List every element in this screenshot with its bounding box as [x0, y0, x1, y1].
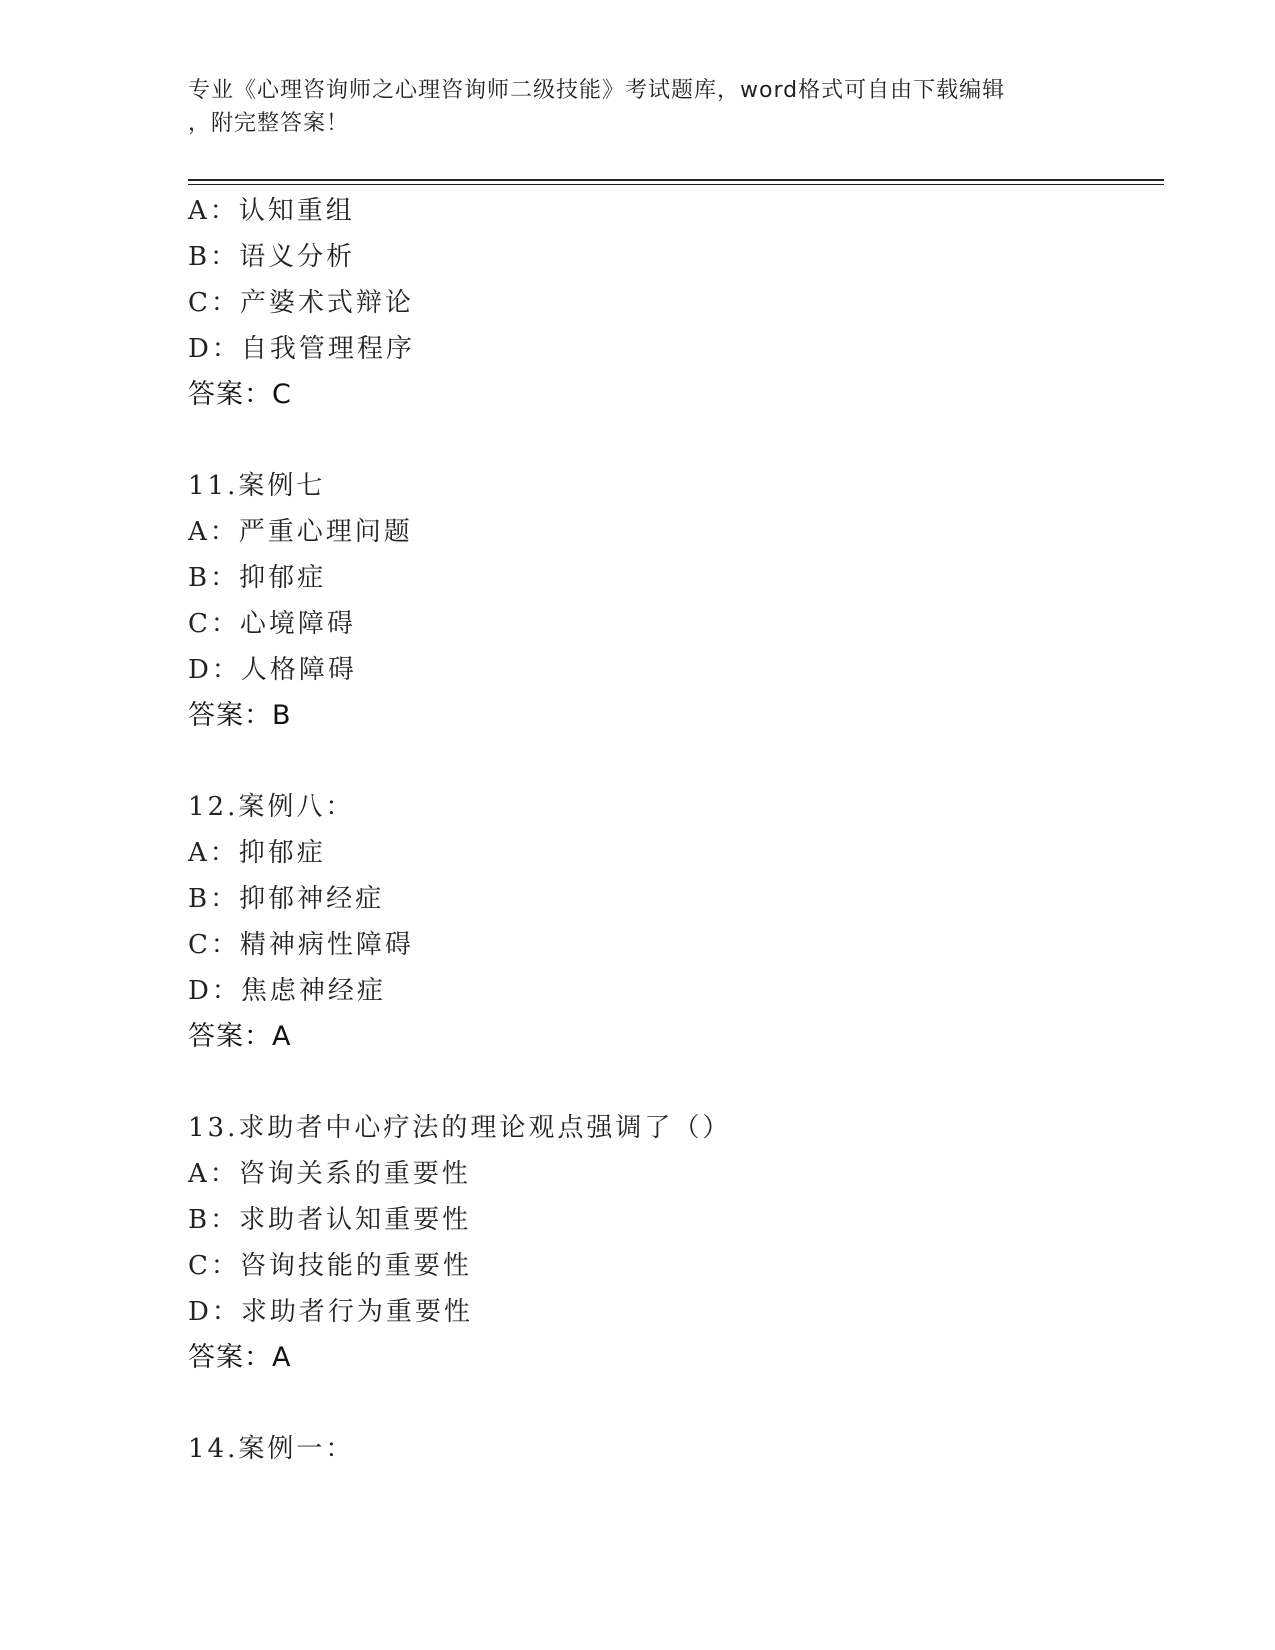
header-line-1: 专业《心理咨询师之心理咨询师二级技能》考试题库，word格式可自由下载编辑: [188, 78, 1006, 103]
answer-line: 答案：A: [188, 1342, 292, 1373]
option-c: C：咨询技能的重要性: [188, 1251, 472, 1281]
question-block: [188, 1426, 1164, 1472]
option-d: D：求助者行为重要性: [188, 1297, 473, 1327]
answer-line: 答案：A: [188, 1021, 292, 1052]
option-b: B：求助者认知重要性: [188, 1205, 472, 1235]
question-block: [188, 463, 1164, 739]
question-block: [188, 188, 1164, 418]
question-title: 12.案例八：: [188, 792, 355, 822]
header-divider: [188, 179, 1164, 181]
header-line-2: ，附完整答案！: [188, 111, 350, 136]
question-block: [188, 1105, 1164, 1381]
option-a: A：严重心理问题: [188, 517, 413, 547]
header-divider-thin: [188, 184, 1164, 185]
option-c: C：产婆术式辩论: [188, 288, 414, 318]
option-b: B：语义分析: [188, 242, 356, 272]
option-d: D：焦虑神经症: [188, 976, 386, 1006]
answer-line: 答案：C: [188, 379, 292, 410]
option-c: C：心境障碍: [188, 609, 356, 639]
question-title: 14.案例一：: [188, 1434, 355, 1464]
answer-line: 答案：B: [188, 700, 292, 731]
option-c: C：精神病性障碍: [188, 930, 414, 960]
question-list: [188, 188, 1164, 1472]
question-title: 11.案例七: [188, 471, 326, 501]
option-a: A：咨询关系的重要性: [188, 1159, 471, 1189]
question-title: 13.求助者中心疗法的理论观点强调了（）: [188, 1113, 732, 1143]
option-b: B：抑郁症: [188, 563, 327, 593]
option-d: D：自我管理程序: [188, 334, 415, 364]
question-block: [188, 784, 1164, 1060]
option-a: A：认知重组: [188, 196, 355, 226]
option-d: D：人格障碍: [188, 655, 357, 685]
document-header: [188, 74, 1088, 140]
option-a: A：抑郁症: [188, 838, 326, 868]
option-b: B：抑郁神经症: [188, 884, 385, 914]
